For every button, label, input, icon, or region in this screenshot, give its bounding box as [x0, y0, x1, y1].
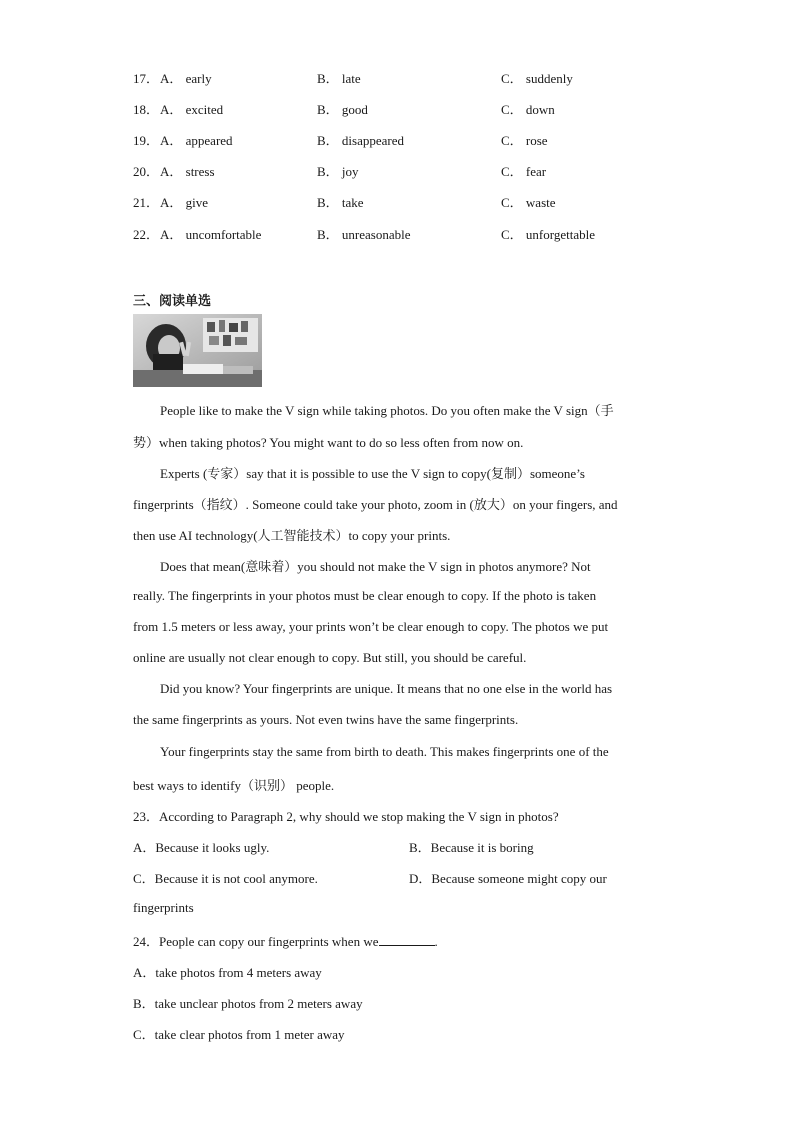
- option-b: B． unreasonable: [317, 227, 411, 242]
- option-b: B． take: [317, 195, 364, 210]
- option-a: A． appeared: [160, 133, 233, 148]
- option-row-19: [133, 130, 693, 150]
- option-row-21: [133, 192, 693, 212]
- question-number: 21．: [133, 195, 160, 210]
- question-24-option-a: A．take photos from 4 meters away: [133, 965, 322, 980]
- option-b: B． good: [317, 102, 368, 117]
- question-number: 20．: [133, 164, 160, 179]
- question-24-option-b: B．take unclear photos from 2 meters away: [133, 996, 363, 1011]
- passage-line: Does that mean(意味着）you should not make the V sign in photos anymore? Not: [160, 559, 591, 574]
- question-number: 18．: [133, 102, 160, 117]
- question-number: 17．: [133, 71, 160, 86]
- option-b: B． joy: [317, 164, 359, 179]
- question-24-option-c: C．take clear photos from 1 meter away: [133, 1027, 345, 1042]
- question-number: 22．: [133, 227, 160, 242]
- passage-line: best ways to identify（识别） people.: [133, 778, 335, 793]
- option-c: C． down: [501, 102, 555, 117]
- question-23-option-b: B．Because it is boring: [409, 840, 534, 855]
- section-title: 三、阅读单选: [133, 294, 212, 309]
- passage-line: the same fingerprints as yours. Not even twins have the same fingerprints.: [133, 712, 519, 727]
- option-c: C． unforgettable: [501, 227, 595, 242]
- option-c: C． rose: [501, 133, 548, 148]
- option-a: A． excited: [160, 102, 224, 117]
- option-b: B． late: [317, 71, 361, 86]
- option-c: C． waste: [501, 195, 556, 210]
- option-a: A． early: [160, 71, 212, 86]
- passage-line: really. The fingerprints in your photos must be clear enough to copy. If the photo is taken: [133, 588, 597, 603]
- option-row-20: [133, 161, 693, 181]
- option-a: A． give: [160, 195, 209, 210]
- option-row-17: [133, 68, 693, 88]
- question-24-stem-end: .: [434, 934, 438, 949]
- option-a: A． stress: [160, 164, 215, 179]
- passage-line: from 1.5 meters or less away, your prints won’t be clear enough to copy. The photos we put: [133, 619, 609, 634]
- question-23-option-d-continued: fingerprints: [133, 900, 194, 915]
- option-c: C． fear: [501, 164, 547, 179]
- passage-line: fingerprints（指纹）. Someone could take your photo, zoom in (放大）on your fingers, and: [133, 497, 618, 512]
- passage-line: online are usually not clear enough to copy. But still, you should be careful.: [133, 650, 527, 665]
- passage-line: People like to make the V sign while taking photos. Do you often make the V sign（手: [160, 403, 614, 418]
- question-24-stem-text: 24．People can copy our fingerprints when we: [133, 934, 379, 949]
- passage-line: Experts (专家）say that it is possible to use the V sign to copy(复制）someone’s: [160, 466, 585, 481]
- answer-blank: [379, 933, 435, 946]
- option-row-18: [133, 99, 693, 119]
- passage-photo: [133, 314, 262, 387]
- passage-line: Did you know? Your fingerprints are unique. It means that no one else in the world has: [160, 681, 613, 696]
- passage-line: then use AI technology(人工智能技术）to copy your prints.: [133, 528, 451, 543]
- question-number: 19．: [133, 133, 160, 148]
- question-23-option-d: D．Because someone might copy our: [409, 871, 607, 886]
- passage-line: 势）when taking photos? You might want to do so less often from now on.: [133, 435, 524, 450]
- option-a: A． uncomfortable: [160, 227, 262, 242]
- passage-line: Your fingerprints stay the same from birth to death. This makes fingerprints one of the: [160, 744, 609, 759]
- question-23-option-a: A．Because it looks ugly.: [133, 840, 270, 855]
- option-c: C． suddenly: [501, 71, 573, 86]
- question-23-option-c: C．Because it is not cool anymore.: [133, 871, 318, 886]
- option-row-22: [133, 224, 693, 244]
- question-24-stem: [133, 931, 438, 950]
- option-b: B． disappeared: [317, 133, 405, 148]
- question-23-stem: 23．According to Paragraph 2, why should we stop making the V sign in photos?: [133, 809, 559, 824]
